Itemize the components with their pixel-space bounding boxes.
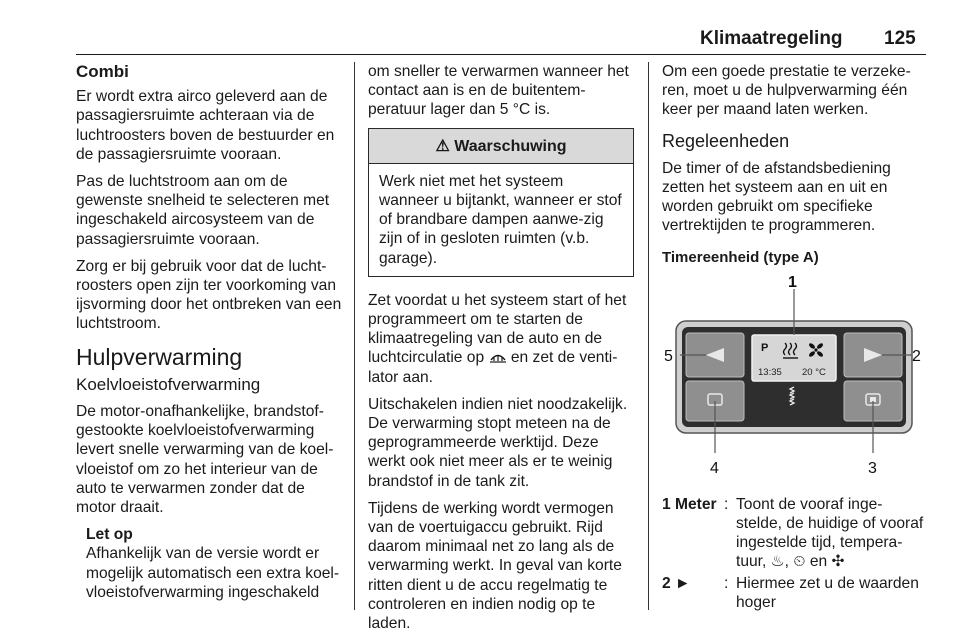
callout-1: 1 (788, 274, 797, 291)
note-text: Afhankelijk van de versie wordt er mogelijk automatisch een extra koel-vloeistofverwarming ingeschakeld (86, 545, 340, 601)
warning-header (369, 129, 633, 164)
column-1 (76, 62, 342, 602)
label-timer-unit: Timereenheid (type A) (662, 248, 819, 266)
column-divider-1 (354, 62, 355, 610)
legend-definition: Hiermee zet u de waarden hoger (736, 574, 919, 611)
air-recirculation-icon (489, 350, 507, 363)
legend-item: 1 Meter : Toont de vooraf inge-stelde, de huidige of vooraf ingestelde tijd, tempera-tuur, ♨, ⏲ en ✣ (662, 495, 926, 572)
warning-triangle-icon: ⚠ (435, 137, 450, 155)
display-time: 13:35 (758, 366, 782, 378)
paragraph: Zorg er bij gebruik voor dat de lucht-roosters open zijn ter voorkoming van ijsvorming door het ontbreken van een luchtstroom. (76, 257, 342, 333)
warning-box (368, 128, 634, 277)
heading-regeleenheden: Regeleenheden (662, 130, 790, 151)
note-title: Let op (86, 526, 133, 544)
paragraph: om sneller te verwarmen wanneer het contact aan is en de buitentem-peratuur lager dan 5 °C is. (368, 63, 629, 119)
column-divider-2 (648, 62, 649, 610)
paragraph: De timer of de afstandsbediening zetten het systeem aan en uit en worden gebruikt om specifieke vertrektijden te programmeren. (662, 159, 891, 235)
timer-unit-figure (662, 275, 926, 487)
display-temperature: 20 °C (802, 366, 826, 378)
warning-title: Waarschuwing (454, 137, 567, 155)
column-2 (368, 62, 634, 641)
callout-4: 4 (710, 459, 719, 477)
running-header-title: Klimaatregeling (700, 28, 843, 49)
warning-text: Werk niet met het systeem wanneer u bijtankt, wanneer er stof of brandbare dampen aanwe-zig zijn of in gesloten ruimten (v.b. garage). (379, 172, 622, 267)
paragraph: Er wordt extra airco geleverd aan de passagiersruimte achteraan via de luchtroosters boven de bestuurder en de passagiersruimte vooraan. (76, 88, 335, 163)
callout-2: 2 (912, 347, 921, 365)
paragraph: Zet voordat u het systeem start of het programmeert om te starten de klimaatregeling van de auto en de luchtcirculatie op en zet de venti-lator aan. (368, 291, 627, 386)
callout-3: 3 (868, 459, 877, 477)
paragraph: Tijdens de werking wordt vermogen van de voertuigaccu gebruikt. Rijd daarom minimaal net zo lang als de verwarming werkt. In geval van korte ritten dient u de accu regelmatig te controleren en indien nodig op te laden. (368, 499, 622, 633)
display-p: P (761, 341, 769, 354)
callout-5: 5 (664, 347, 673, 365)
legend-definition: Toont de vooraf inge-stelde, de huidige of vooraf ingestelde tijd, tempera-tuur, ♨, ⏲ en ✣ (736, 495, 924, 571)
heading-koelvloeistofverwarming: Koelvloeistofverwarming (76, 374, 261, 394)
heading-hulpverwarming: Hulpverwarming (76, 343, 243, 370)
header-rule (76, 54, 926, 55)
page-number: 125 (884, 28, 916, 49)
paragraph: Om een goede prestatie te verzeke-ren, moet u de hulpverwarming één keer per maand laten werken. (662, 63, 911, 119)
paragraph: Uitschakelen indien niet noodzakelijk. De verwarming stopt meteen na de geprogrammeerde werktijd. Deze werkt ook niet meer als er te weinig brandstof in de tank zit. (368, 395, 628, 490)
heading-combi: Combi (76, 62, 129, 81)
legend-list (662, 495, 926, 612)
legend-term: 2 ► (662, 574, 691, 592)
paragraph: De motor-onafhankelijke, brandstof-gestookte koelvloeistofverwarming levert snelle verwarming van de koel-vloeistof om zo het interieur van de auto te verwarmen zonder dat de motor draait. (76, 403, 334, 517)
column-3 (662, 62, 926, 614)
note-box (76, 525, 342, 602)
legend-term: 1 Meter (662, 495, 717, 513)
paragraph: Pas de luchtstroom aan om de gewenste snelheid te selecteren met ingeschakeld aircosysteem van de passagiersruimte vooraan. (76, 173, 330, 248)
timer-unit-diagram (662, 275, 926, 487)
legend-item: 2 ► : Hiermee zet u de waarden hoger (662, 574, 926, 612)
